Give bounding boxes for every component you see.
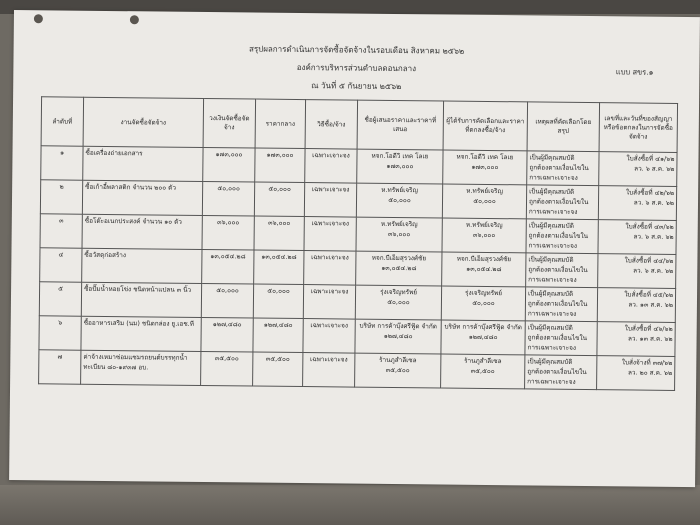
reason-line: การเฉพาะเจาะจง (528, 241, 578, 250)
row-winner (441, 320, 525, 355)
contract-no: ใบสั่งซื้อที่ ๔๓/๖๒ (625, 222, 674, 231)
row-method: เฉพาะเจาะจง (304, 183, 356, 218)
bid-price: ๑๒๗,๔๘๐ (383, 331, 413, 341)
organization-name: องค์การบริหารส่วนตำบลดอนกลาง (296, 62, 417, 74)
row-contract (597, 356, 675, 391)
header-budget: วงเงินจัดซื้อจัดจ้าง (203, 98, 256, 148)
header-item: งานจัดซื้อจัดจ้าง (83, 97, 204, 147)
row-item: ซื้อวัสดุก่อสร้าง (82, 248, 202, 283)
row-contract (597, 288, 675, 323)
row-reason (526, 219, 598, 254)
reason-line: เป็นผู้มีคุณสมบัติ (528, 289, 574, 298)
row-bidder (356, 251, 442, 286)
reason-line: ถูกต้องตามเงื่อนไขใน (527, 367, 587, 377)
row-budget: ๓๖,๐๐๐ (202, 215, 254, 250)
bid-price: ๕๐,๐๐๐ (387, 297, 410, 307)
bid-price: ๑๓,๐๕๔.๒๘ (381, 263, 417, 273)
row-reason (526, 185, 598, 220)
winner-name: หจก.โอดีวิ เทค โลเย (456, 152, 514, 162)
row-budget: ๕๐,๐๐๐ (201, 283, 253, 318)
row-bidder (355, 353, 441, 388)
bidder-name: รุ่งเจริญทรัพย์ (380, 287, 418, 297)
win-price: ๕๐,๐๐๐ (472, 298, 495, 308)
win-price: ๑๒๗,๔๘๐ (468, 332, 498, 342)
reason-line: การเฉพาะเจาะจง (527, 309, 577, 318)
row-bidder (357, 149, 443, 184)
report-date: ณ วันที่ ๕ กันยายน ๒๕๖๒ (311, 81, 402, 92)
contract-date: ลว. ๑๓ ส.ค. ๖๒ (628, 300, 673, 309)
form-code: แบบ สขร.๑ (615, 67, 654, 77)
row-median-price: ๓๕,๕๐๐ (253, 352, 303, 387)
document-title: สรุปผลการดำเนินการจัดซื้อจัดจ้างในรอบเดือน สิงหาคม ๒๕๖๒ (248, 44, 465, 56)
row-no: ๒ (40, 180, 82, 214)
row-median-price: ๑๒๗,๔๘๐ (253, 318, 303, 353)
bid-price: ๓๖,๐๐๐ (388, 229, 411, 239)
row-winner (442, 184, 526, 219)
row-no: ๔ (40, 248, 82, 282)
row-winner (443, 150, 527, 185)
row-method: เฉพาะเจาะจง (303, 285, 355, 320)
header-contract: เลขที่และวันที่ของสัญญาหรือข้อตกลงในการจัดซื้อจัดจ้าง (599, 103, 678, 153)
contract-date: ลว. ๖ ส.ค. ๖๒ (633, 232, 674, 241)
row-bidder (355, 285, 441, 320)
row-reason (525, 321, 597, 356)
bidder-name: ห.ทรัพย์เจริญ (381, 185, 419, 195)
reason-line: ถูกต้องตามเงื่อนไขใน (528, 265, 588, 275)
procurement-table (38, 96, 678, 391)
row-item: ซื้อปั๊มน้ำหอยโข่ง ชนิดหน้าแปลน ๓ นิ้ว (81, 282, 201, 317)
row-method: เฉพาะเจาะจง (303, 353, 355, 388)
row-contract (597, 322, 675, 357)
contract-no: ใบสั่งซื้อที่ ๔๔/๖๒ (624, 256, 674, 265)
row-reason (525, 287, 597, 322)
row-median-price: ๑๓,๐๕๔.๒๘ (254, 250, 304, 285)
row-item: ค่าจ้างเหมาซ่อมแซมรถยนต์บรรทุกน้ำ ทะเบียน ๘๐-๑๙๓๗ อบ. (81, 350, 201, 385)
row-contract (598, 186, 676, 221)
row-budget: ๓๕,๕๐๐ (201, 351, 253, 386)
contract-no: ใบสั่งซื้อที่ ๔๕/๖๒ (624, 290, 674, 299)
row-median-price: ๕๐,๐๐๐ (253, 284, 303, 319)
row-item: ซื้อเก้าอี้พลาสติก จำนวน ๒๐๐ ตัว (82, 180, 202, 215)
row-bidder (355, 319, 441, 354)
winner-name: บริษัท การค้าบุ๊งศรีฟู้ด จำกัด (444, 322, 522, 332)
reason-line: เป็นผู้มีคุณสมบัติ (527, 357, 573, 366)
winner-name: ร้านภูสำลีเซล (464, 356, 502, 366)
row-no: ๓ (40, 214, 82, 248)
row-budget: ๑๓,๐๕๔.๒๘ (202, 249, 254, 284)
row-method: เฉพาะเจาะจง (305, 149, 357, 184)
bidder-name: บริษัท การค้าบุ๊งศรีฟู้ด จำกัด (359, 321, 437, 331)
reason-line: เป็นผู้มีคุณสมบัติ (529, 153, 575, 162)
reason-line: การเฉพาะเจาะจง (528, 207, 578, 216)
reason-line: เป็นผู้มีคุณสมบัติ (528, 255, 574, 264)
contract-date: ลว. ๒๐ ส.ค. ๖๒ (627, 368, 673, 377)
row-median-price: ๑๗๓,๐๐๐ (255, 148, 305, 183)
reason-line: ถูกต้องตามเงื่อนไขใน (527, 333, 588, 343)
reason-line: การเฉพาะเจาะจง (528, 275, 577, 284)
bidder-name: หจก.โอดีวิ เทค โลเย (371, 151, 429, 161)
win-price: ๓๕,๕๐๐ (470, 366, 495, 376)
contract-no: ใบสั่งซื้อที่ ๔๒/๖๒ (625, 188, 675, 197)
row-reason (527, 151, 599, 186)
document-page (9, 10, 700, 487)
row-no: ๑ (41, 146, 83, 180)
reason-line: ถูกต้องตามเงื่อนไขใน (528, 231, 589, 241)
row-winner (441, 354, 525, 389)
row-method: เฉพาะเจาะจง (303, 319, 355, 354)
row-no: ๖ (39, 316, 81, 350)
contract-date: ลว. ๖ ส.ค. ๖๒ (634, 164, 675, 173)
row-item: ซื้อเครื่องถ่ายเอกสาร (83, 146, 203, 181)
row-bidder (356, 217, 442, 252)
header-bidder: ชื่อผู้เสนอราคาและราคาที่เสนอ (357, 100, 444, 150)
header-reason: เหตุผลที่คัดเลือกโดยสรุป (527, 102, 600, 152)
row-contract (599, 152, 677, 187)
punch-hole (34, 14, 43, 23)
row-method: เฉพาะเจาะจง (304, 217, 356, 252)
row-winner (442, 218, 526, 253)
win-price: ๑๓,๐๕๔.๒๘ (466, 264, 502, 274)
reason-line: การเฉพาะเจาะจง (527, 377, 576, 386)
row-budget: ๑๒๗,๔๘๐ (201, 317, 253, 352)
row-contract (598, 220, 676, 255)
winner-name: ห.ทรัพย์เจริญ (465, 220, 503, 230)
winner-name: หจก.บีเอ็มสุรวงศ์ชัย (456, 254, 512, 264)
reason-line: ถูกต้องตามเงื่อนไขใน (528, 197, 589, 207)
bid-price: ๕๐,๐๐๐ (388, 195, 411, 205)
contract-no: ใบสั่งซื้อที่ ๔๖/๖๒ (624, 324, 673, 333)
row-no: ๕ (39, 282, 81, 316)
row-contract (598, 254, 676, 289)
table-row (39, 350, 675, 391)
row-reason (526, 253, 598, 288)
header-median-price: ราคากลาง (255, 99, 306, 149)
reason-line: ถูกต้องตามเงื่อนไขใน (527, 299, 588, 309)
row-item: ซื้ออาหารเสริม (นม) ชนิดกล่อง ยู.เอช.ที (81, 316, 201, 351)
bid-price: ๑๗๓,๐๐๐ (386, 161, 414, 171)
contract-date: ลว. ๖ ส.ค. ๖๒ (633, 266, 674, 275)
punch-hole (130, 15, 139, 24)
reason-line: การเฉพาะเจาะจง (527, 343, 577, 352)
bid-price: ๓๕,๕๐๐ (385, 365, 410, 375)
contract-no: ใบสั่งจ้างที่ ๓๗/๖๒ (621, 358, 673, 367)
header-winner: ผู้ได้รับการคัดเลือกและราคาที่ตกลงซื้อ/จ้าง (443, 101, 528, 151)
bidder-name: หจก.บีเอ็มสุรวงศ์ชัย (371, 253, 427, 263)
winner-name: ห.ทรัพย์เจริญ (466, 186, 504, 196)
row-budget: ๕๐,๐๐๐ (202, 181, 254, 216)
reason-line: การเฉพาะเจาะจง (529, 173, 578, 182)
contract-no: ใบสั่งซื้อที่ ๔๑/๖๒ (626, 154, 675, 163)
reason-line: เป็นผู้มีคุณสมบัติ (527, 323, 573, 332)
reason-line: เป็นผู้มีคุณสมบัติ (529, 187, 575, 196)
contract-date: ลว. ๖ ส.ค. ๖๒ (633, 198, 675, 207)
bidder-name: ร้านภูสำลีเซล (379, 355, 417, 365)
desk-surface (0, 485, 700, 525)
table-header-row (41, 97, 677, 153)
row-median-price: ๕๐,๐๐๐ (254, 182, 304, 217)
bidder-name: ห.ทรัพย์เจริญ (380, 219, 418, 229)
row-bidder (356, 183, 442, 218)
row-method: เฉพาะเจาะจง (304, 251, 356, 286)
winner-name: รุ่งเจริญทรัพย์ (465, 288, 503, 298)
row-winner (441, 286, 525, 321)
header-method: วิธีซื้อ/จ้าง (305, 100, 358, 150)
win-price: ๕๐,๐๐๐ (473, 196, 496, 206)
header-no: ลำดับที่ (41, 97, 84, 146)
win-price: ๑๗๓,๐๐๐ (471, 162, 499, 172)
reason-line: เป็นผู้มีคุณสมบัติ (528, 221, 574, 230)
win-price: ๓๖,๐๐๐ (473, 230, 496, 240)
row-median-price: ๓๖,๐๐๐ (254, 216, 304, 251)
row-item: ซื้อโต๊ะอเนกประสงค์ จำนวน ๑๐ ตัว (82, 214, 202, 249)
contract-date: ลว. ๑๓ ส.ค. ๖๒ (627, 334, 673, 343)
row-no: ๗ (39, 350, 81, 384)
row-budget: ๑๗๓,๐๐๐ (203, 147, 255, 182)
reason-line: ถูกต้องตามเงื่อนไขใน (529, 163, 589, 173)
row-winner (442, 252, 526, 287)
row-reason (525, 355, 597, 390)
